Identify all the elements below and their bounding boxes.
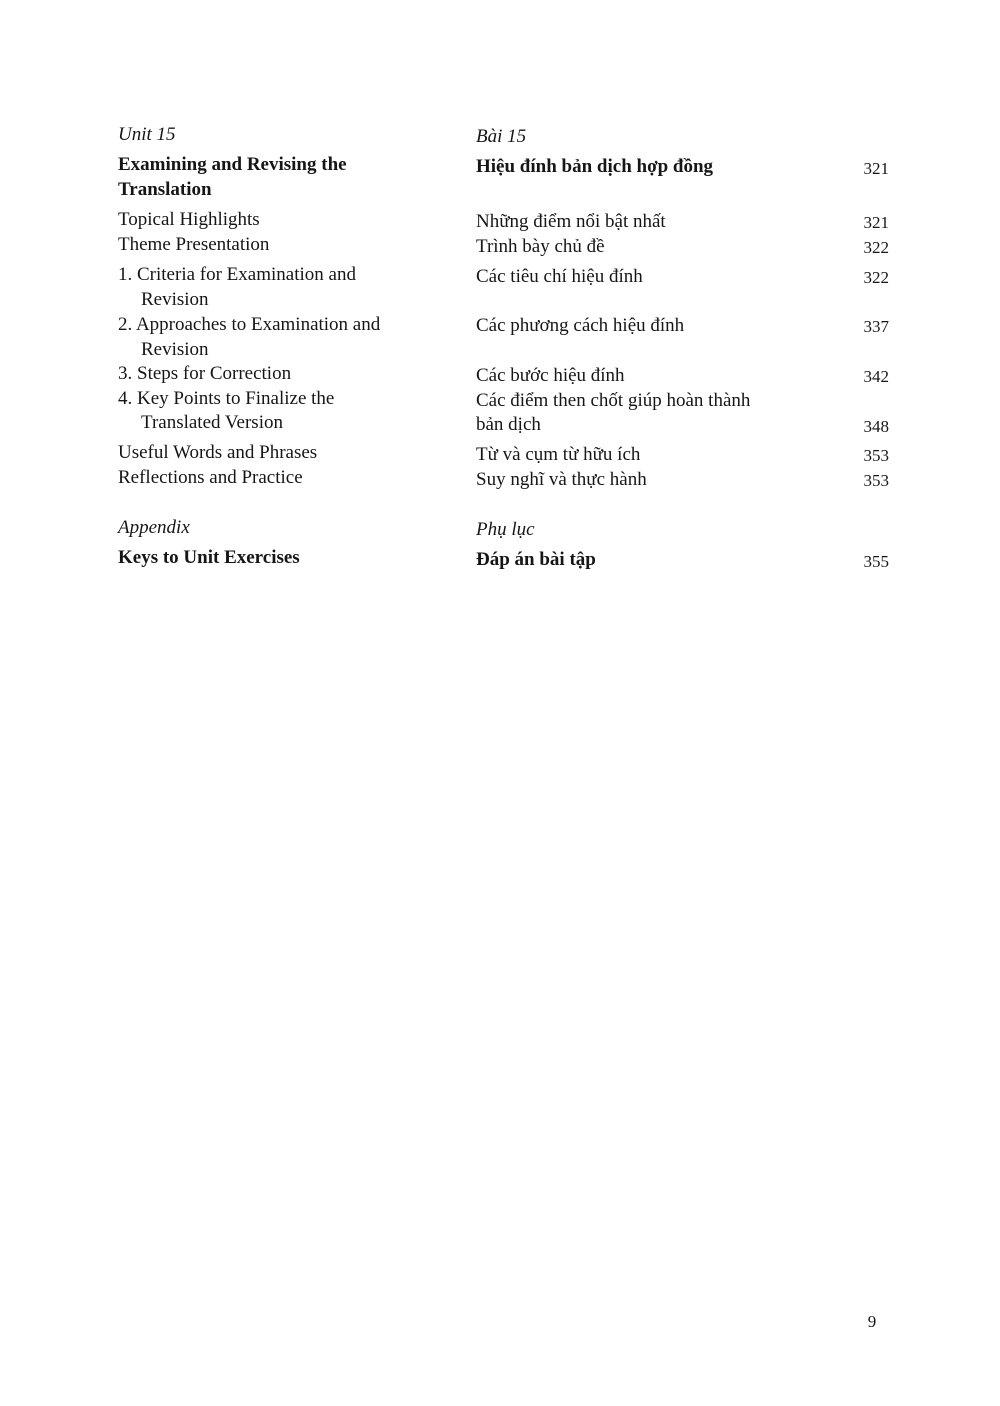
toc-entry-page: 322 xyxy=(863,268,889,287)
appendix-title-vi: Đáp án bài tập xyxy=(476,549,596,570)
toc-entry-en: Reflections and Practice xyxy=(118,467,303,488)
toc-entry-page: 353 xyxy=(863,446,889,465)
toc-entry-page: 348 xyxy=(863,417,889,436)
toc-entry-page: 342 xyxy=(863,367,889,386)
appendix-title-en: Keys to Unit Exercises xyxy=(118,547,300,568)
toc-entry-vi: Các điểm then chốt giúp hoàn thành xyxy=(476,390,751,411)
toc-entry-vi: Trình bày chủ đề xyxy=(476,236,605,257)
toc-entry-en: 4. Key Points to Finalize the xyxy=(118,388,335,409)
toc-entry-en: 1. Criteria for Examination and xyxy=(118,264,356,285)
page-number: 9 xyxy=(867,1312,877,1331)
unit-label-en: Unit 15 xyxy=(118,124,176,145)
appendix-label-vi: Phụ lục xyxy=(476,519,535,540)
unit-title-page: 321 xyxy=(863,159,889,178)
unit-label-vi: Bài 15 xyxy=(476,126,527,147)
toc-entry-en: 3. Steps for Correction xyxy=(118,363,292,384)
toc-entry-en: Topical Highlights xyxy=(118,209,260,230)
toc-entry-page: 353 xyxy=(863,471,889,490)
unit-title-en-line2: Translation xyxy=(118,179,212,200)
toc-entry-vi: Từ và cụm từ hữu ích xyxy=(476,444,641,465)
toc-entry-en: Theme Presentation xyxy=(118,234,270,255)
appendix-page: 355 xyxy=(863,552,889,571)
toc-entry-en: 2. Approaches to Examination and xyxy=(118,314,381,335)
toc-entry-en-cont: Revision xyxy=(141,289,209,310)
toc-entry-vi: Các phương cách hiệu đính xyxy=(476,315,685,336)
toc-entry-page: 337 xyxy=(863,317,889,336)
unit-title-en-line1: Examining and Revising the xyxy=(118,154,347,175)
toc-entry-vi: Những điểm nổi bật nhất xyxy=(476,211,666,232)
toc-entry-page: 321 xyxy=(863,213,889,232)
toc-entry-page: 322 xyxy=(863,238,889,257)
toc-entry-en-cont: Translated Version xyxy=(141,412,283,433)
unit-title-vi: Hiệu đính bản dịch hợp đồng xyxy=(476,156,714,177)
toc-entry-vi: Các bước hiệu đính xyxy=(476,365,625,386)
toc-entry-vi: Các tiêu chí hiệu đính xyxy=(476,266,643,287)
toc-entry-vi: Suy nghĩ và thực hành xyxy=(476,469,647,490)
toc-entry-en-cont: Revision xyxy=(141,339,209,360)
appendix-label-en: Appendix xyxy=(118,517,190,538)
toc-entry-en: Useful Words and Phrases xyxy=(118,442,318,463)
toc-entry-vi-cont: bản dịch xyxy=(476,414,541,435)
